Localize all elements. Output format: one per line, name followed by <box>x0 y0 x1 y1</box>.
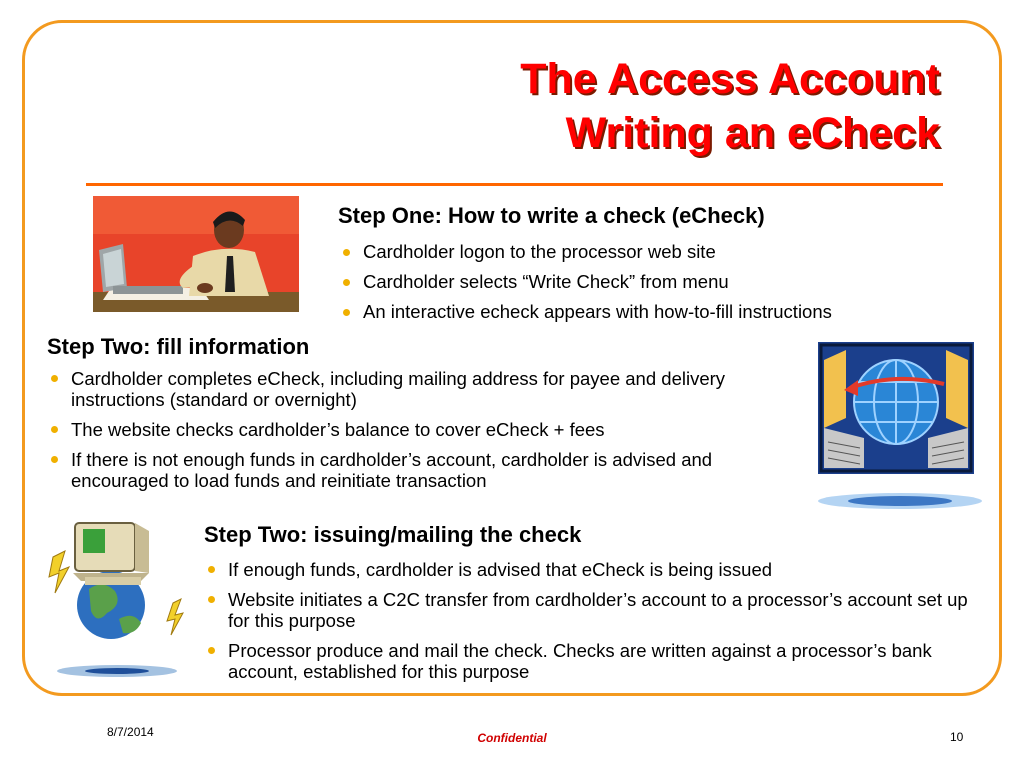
step-two-issue-heading: Step Two: issuing/mailing the check <box>204 522 582 547</box>
list-item: The website checks cardholder’s balance to cover eCheck + fees <box>47 419 792 440</box>
list-item: Cardholder completes eCheck, including mailing address for payee and delivery instructions (standard or overnight) <box>47 368 792 410</box>
step-one-list <box>339 237 959 327</box>
bullet-icon <box>343 309 350 316</box>
title-divider <box>86 183 943 186</box>
list-item: Website initiates a C2C transfer from cardholder’s account to a processor’s account set up for this purpose <box>204 589 994 631</box>
globe-network-transfer-icon <box>818 342 974 474</box>
list-item: Processor produce and mail the check. Checks are written against a processor’s bank account, established for this purpose <box>204 640 948 682</box>
bullet-icon <box>208 596 215 603</box>
step-two-fill-heading: Step Two: fill information <box>47 334 310 359</box>
footer-date: 8/7/2014 <box>107 725 154 739</box>
businessman-at-computer-icon <box>93 196 299 312</box>
bullet-icon <box>208 647 215 654</box>
list-item: An interactive echeck appears with how-to-fill instructions <box>339 297 959 327</box>
title-line-2: Writing an eCheck <box>565 109 940 157</box>
bullet-icon <box>343 249 350 256</box>
title-line-1: The Access Account <box>520 55 940 103</box>
step-two-fill-list <box>47 368 792 491</box>
list-item: Cardholder selects “Write Check” from menu <box>339 267 959 297</box>
list-item: Cardholder logon to the processor web site <box>339 237 959 267</box>
list-item: If enough funds, cardholder is advised that eCheck is being issued <box>204 559 994 580</box>
list-item: If there is not enough funds in cardholder’s account, cardholder is advised and encouraged to load funds and reinitiate transaction <box>47 449 761 491</box>
bullet-icon <box>208 566 215 573</box>
footer-confidential: Confidential <box>477 731 547 745</box>
step-two-issue-list <box>204 559 994 682</box>
step-one-heading: Step One: How to write a check (eCheck) <box>338 203 765 228</box>
bullet-icon <box>51 456 58 463</box>
computer-on-globe-icon <box>45 515 190 685</box>
bullet-icon <box>51 375 58 382</box>
page-number: 10 <box>950 730 964 744</box>
shadow-decoration <box>800 488 1006 514</box>
bullet-icon <box>343 279 350 286</box>
slide-title <box>520 52 940 160</box>
bullet-icon <box>51 426 58 433</box>
